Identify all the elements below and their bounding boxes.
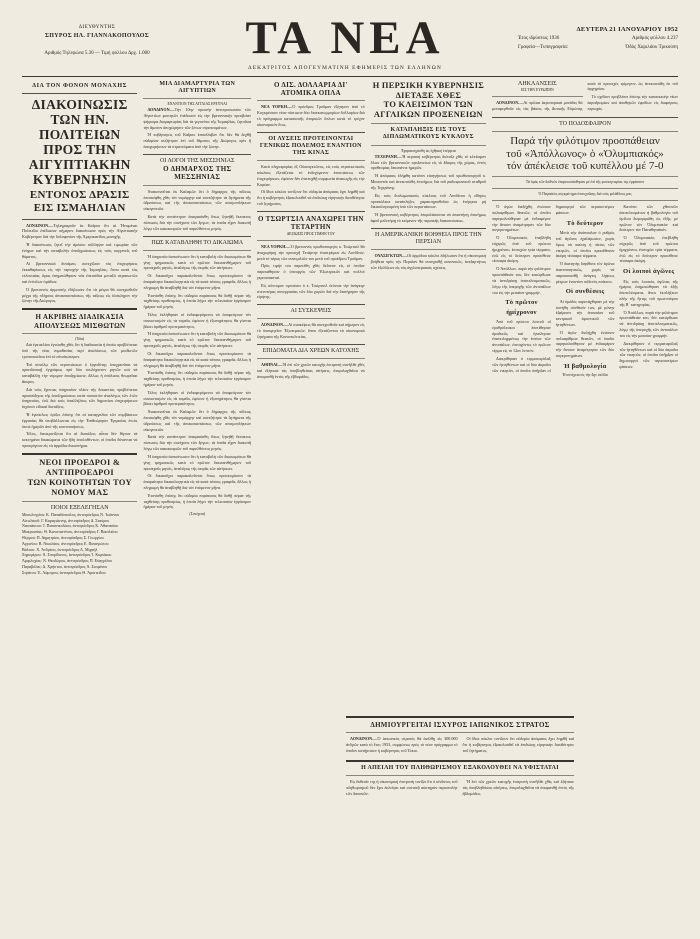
headline-inflation: Η ΑΠΕΙΛΗ ΤΟΥ ΠΛΗΘΩΡΙΣΜΟΥ ΕΞΑΚΟΛΟΥΘΕΙ ΝΑ ΥΦΙΣΤΑΤΑΙ [361,764,559,771]
subhead-evropi: ΕΙΣ ΤΗΝ ΕΥΡΩΠΗΝ [520,87,554,92]
divider [346,732,574,733]
headline-epidomata: ΕΠΙΔΟΜΑΤΑ ΔΙΑ ΧΡΕΩΝ ΚΑΤΟΧΗΣ [262,347,360,354]
paragraph: Εἰς τοὺς λοιποὺς ἀγῶνας τῆς ἡμέρας ἐσημειώθησαν τὰ ἑξῆς ἀποτελέσματα, ἄνευ ἐκπλήξεων πλὴν τῆς ἥττης τοῦ πρωτοπόρου τῆς Β΄ κατηγορίας. [619,278,678,307]
paragraph: Τὸ σχέδιον προβλέπει ἐπίσης τὴν κατασκευὴν νέων ἀεροδρομίων καὶ ἀποθηκῶν ἐφοδίων εἰς διαφόρους περιοχάς. [587,94,678,111]
article-body-8 [257,244,365,300]
headline-persia-2: ΤΟ ΚΛΕΙΣΙΜΟΝ ΤΩΝ ΑΓΓΛΙΚΩΝ ΠΡΟΞΕΝΕΙΩΝ [373,100,483,120]
headline-dimarchos: Ο ΔΗΜΑΡΧΟΣ ΤΗΣ ΜΕΣΣΗΝΙΑΣ [163,165,232,182]
paragraph: Ἡ ὑπηρεσία ἀνεκοίνωσεν ὅτι ἡ καταβολὴ τῶν δικαιωμάτων θὰ γίνῃ τμηματικῶς κατὰ τὸ πρῶτον δεκαπενθήμερον τοῦ προσεχοῦς μηνός, ἀναλόγως τῆς σειρᾶς τῶν αἰτήσεων. [143,453,252,471]
paragraph: Τὴν 10ην πρωινὴν ἀντιπροσωπεία τῶν Αἰγυπτίων φοιτητῶν ἐπέδωσεν εἰς τὴν βρεταννικὴν πρεσβείαν ψήφισμα διαμαρτυρίας διὰ τὰ γεγονότα τῆς Ἰσμαηλίας, ζητοῦσα τὴν ἄμεσον ἀποχώρησιν τῶν ξένων στρατευμάτων. [143,107,252,130]
headline-dollaria: Ο ΔΙΣ. ΔΟΛΛΑΡΙΑ ΔΙ' ΑΤΟΜΙΚΑ ΟΠΛΑ [274,80,348,98]
japan-army-block [346,712,574,798]
headline-proedroi-2: ΤΩΝ ΚΟΙΝΟΤΗΤΩΝ ΤΟΥ ΝΟΜΟΥ ΜΑΣ [27,477,132,497]
subhead-dikaioma: ΠΩΣ ΚΑΤΑΒΛΗΘΗ ΤΟ ΔΙΚΑΙΩΜΑ [151,239,244,246]
divider [257,160,365,161]
section-label-football: ΤΟ ΠΟΔΟΣΦΑΙΡΟΝ [559,120,611,127]
dateline: ΝΕΑ ΥΟΡΚΗ.— [261,243,291,249]
paragraph: Ἀνακοινοῦται ἐκ Καλαμῶν ὅτι ὁ δήμαρχος τῆς πόλεως ἐπεσκέφθη χθὲς τὸν νομάρχην καὶ συνεζήτησε τὰ ζητήματα τῆς ὑδρεύσεως καὶ τῆς ἀποκαταστάσεως τῶν σεισμοπλήκτων οἰκογενειῶν. [143,409,252,432]
director-label: ΔΙΕΥΘΥΝΤΗΣ [78,24,116,30]
paragraph: Αἱ βρεταννικαὶ δυνάμεις συνεχίζουν τὰς ἐπιχειρήσεις ἐκκαθαρίσεως εἰς τὴν περιοχὴν τῆς Ἰσμαηλίας, ὅπου κατὰ τὰς τελευταίας ὥρας ἐσημειώθησαν νέα ἐπεισόδια μεταξὺ στρατιωτῶν καὶ ἐνόπλων ὁμάδων. [22,261,138,284]
masthead [22,12,678,71]
masthead-office [518,44,678,53]
football-subsection-head: Ἡ βαθμολογία [563,362,607,370]
article-body-6 [257,104,365,127]
issue-date: ΔΕΥΤΕΡΑ 21 ΙΑΝΟΥΑΡΙΟΥ 1952 [576,26,678,33]
headline-proedroi-1: ΝΕΟΙ ΠΡΟΕΔΡΟΙ & ΑΝΤΙΠΡΟΕΔΡΟΙ [39,457,121,477]
sheet-number: Αριθμός φύλλου 4.237 [632,36,678,42]
article-body-12 [371,253,486,270]
kicker-diamartyria: ΜΙΑ ΔΙΑΜΑΡΤΥΡΙΑ ΤΩΝ ΑΙΓΥΠΤΙΩΝ [159,80,236,94]
football-headline-3: τόν ἀπέκλεισε τοῦ κυπέλλου μέ 7-0 [506,160,664,173]
headline-japan-1: ΔΗΜΙΟΥΡΓΕΙΤΑΙ ΙΣΧΥΡΟΣ ΙΑΠΩΝΙΚΟΣ ΣΤΡΑΤΟΣ [370,721,550,729]
paragraph: Ἡ ἐπὶ τῶν χρεῶν κατοχῆς ἐπιτροπὴ συνῆλθε χθὲς καὶ ἐξήτασε τὰς ὑποβληθείσας αἰτήσεις, ἐπιφυλαχθεῖσα νὰ ἀποφανθῇ ἐντὸς τῆς ἑβδομάδος. [462,779,574,796]
list-item: Ἀμφιλοχίας: Ν. Θεοδώρου, ἀντιπρόεδρος Π. Εὐαγγέλου [22,558,113,564]
paragraph: Ἡ διακοίνωσις ζητεῖ τὴν ἀμέσου σύλληψιν καὶ τιμωρίαν τῶν ἐνόχων καὶ τὴν καταβολὴν ἀποζημιώσεως εἰς τοὺς συγγενεῖς τοῦ θύματος. [22,242,138,259]
paragraph: Ὁ Ὀλυμπιακὸς ἐπεβλήθη εὐχερῶς ἀπὸ τοῦ πρώτου ἡμιχρόνου, ἐπιτυχὼν τρία τέρματα, ἐνῶ εἰς τὸ δεύτερον προσέθεσε τέσσαρα ἀκόμη. [492,235,551,264]
paragraph: Ἡ ἐγκύκλιος ὁρίζει ἐπίσης ὅτι αἱ καταγγελίαι τῶν συμβάσεων ἐργασίας θὰ ὑποβάλλωνται εἰς τὴν Ἐπιθεώρησιν Ἐργασίας ἐντὸς ὀκτὼ ἡμερῶν ἀπὸ τῆς κοινοποιήσεως. [22,412,138,429]
paragraph: Ἡ κυβέρνησις τοῦ Καΐρου ἐπανέλαβεν ὅτι δὲν θὰ δεχθῇ οὐδεμίαν συζήτησιν ἐπὶ τοῦ θέματος τῆς Διώρυγος πρὶν ἢ ἀποχωρήσουν τὰ στρατεύματα ἀπὸ τὴν ζώνην. [143,132,252,150]
divider [22,501,137,502]
continuation-note: (Συνέχεια) [189,512,206,517]
byline-idia: (Ἰδία) [75,336,85,341]
list-item: Μεσολογγίου: Κ. Παπαδόπουλος, ἀντιπρόεδρος Ν. Ἰωάννου [22,511,120,517]
price-label: Τιμή φύλλου Δρχ. 1.000 [101,50,150,56]
headline-main-2: ΠΡΟΣ ΤΗΝ ΑΙΓΥΠΤΙΑΚΗΝ ΚΥΒΕΡΝΗΣΙΝ [28,141,131,188]
paragraph: Ἐτονίσθη ἐπίσης ὅτι οὐδεμία παράτασις θὰ δοθῇ πέραν τῆς ταχθείσης προθεσμίας, ἡ ὁποία λήγει τὴν τελευταίαν ἐργάσιμον ἡμέραν τοῦ μηνός. [143,492,252,510]
football-headline-group [492,135,678,173]
paragraph: Διεκρίθησαν ὁ τερματοφύλαξ τῶν ἡττηθέντων καὶ οἱ δύο ἀκραῖοι τῶν νικητῶν, οἱ ὁποῖοι ὑπῆρξαν οἱ δημιουργοὶ τῶν περισσοτέρων φάσεων. [492,204,615,373]
article-body-7 [257,164,365,207]
paragraph: Ὁ ἀγὼν διεξήχθη ἐνώπιον πολυαρίθμων θεατῶν, οἱ ὁποῖοι παρηκολούθησαν μὲ ἐνδιαφέρον τὴν ἄνισον ἀναμέτρησιν τῶν δύο συγκροτημάτων. [555,329,615,359]
list-item: Ἀγρινίου: Β. Νικολάου, ἀντιπρόεδρος Ε. Παναγιώτου [22,540,109,546]
paragraph: Ὁ διαιτητὴς διηύθυνε τὸν ἀγῶνα ἱκανοποιητικῶς, χωρὶς νὰ παρουσιασθῇ ἀνάγκη λήψεως μέτρων ἐναντίον οὐδενὸς παίκτου. [555,261,615,284]
list-item: Αἰτωλικοῦ: Γ. Καραγιάννης, ἀντιπρόεδρος Δ. Σταύρου [22,517,110,523]
paragraph: Τέλος, διευκρινίζεται ὅτι αἱ διατάξεις αὗται δὲν θίγουν τὰ κεκτημένα δικαιώματα τῶν ἤδη ἀπολυθέντων, οἱ ὁποῖοι δύνανται νὰ προσφύγουν εἰς τὰ ἁρμόδια δικαστήρια. [22,431,138,449]
paragraph: Διὰ τοὺς ἔχοντας ὑπηρεσίαν πλέον τῆς δεκαετίας προβλέπεται προσαύξησις τῆς ἀποζημιώσεως κατὰ ποσοστὸν ἀναλόγως τῶν ἐτῶν ὑπηρεσίας, ἐνῶ διὰ τοὺς ὑπαλλήλους τῶν δημοσίων ἐπιχειρήσεων ἰσχύουν εἰδικαὶ διατάξεις. [22,386,138,410]
divider [371,228,486,229]
issue-label: Αριθμός [44,50,62,56]
divider [492,188,678,189]
paragraph: Ὁ βρεταννὸς πρωθυπουργὸς κ. Τσώρτσιλ θὰ ἀναχωρήσῃ τὴν προσεχῆ Τετάρτην ἐπιστρέφων εἰς Λονδῖνον, μετὰ τὸ πέρας τῶν συνομιλιῶν του μετὰ τοῦ προέδρου Τροῦμαν. [257,243,365,261]
football-article-body [492,204,678,373]
divider [492,200,678,201]
article-body-japan [346,736,574,755]
list-item: Ξηρομέρου: Ἀ. Σπυρίδωνος, ἀντιπρόεδρος Ἰ. Κυριάκου [22,552,112,558]
paragraph: Ὁ Ἀπόλλων, παρὰ τὴν φιλότιμον προσπάθειάν του, δὲν κατώρθωσε νὰ ἀντιδράσῃ ἀποτελεσματικῶς, λόγῳ τῆς ὑπεροχῆς τῶν ἀντιπάλων του εἰς τὴν μεσαίαν γραμμήν. [619,309,678,338]
headline-main-1: ΔΙΑΚΟΙΝΩΣΙΣ ΤΩΝ ΗΝ. ΠΟΛΙΤΕΙΩΝ [31,96,128,142]
football-lead: Ὁ Πειραϊκὸς συγκρότημα ἐπιτυχοῦσης διὰ τοὺς φιλάθλους μας [538,191,632,196]
divider [143,154,251,155]
list-item: Μακρυνείας: Θ. Κωνσταντίνου, ἀντιπρόεδρος Γ. Βασιλείου [22,529,118,535]
dateline: ΤΕΧΕΡΑΝΗ.— [374,153,402,159]
subhead-exelegisan: ΠΟΙΟΙ ΕΞΕΛΕΓΗΣΑΝ [50,504,109,511]
article-body-inflation [346,779,574,798]
paragraph: Διὰ ἐγκυκλίου ἐγνώσθη χθὲς ὅτι ἡ διαδικασία ἡ ὁποία προβλέπεται ὑπὸ τῆς νέας νομοθεσίας περὶ ἀπολύσεως τῶν μισθωτῶν τροποποιεῖται ἐπὶ τὸ εὐνοϊκώτερον. [22,342,138,359]
paragraph: Ἐπὶ συνόλῳ τῶν περιπτώσεων ὁ ἐργοδότης ὑποχρεοῦται νὰ προειδοποιῇ ἐγγράφως πρὸ δύο τουλάχιστον μηνῶν καὶ νὰ καταβάλλῃ τὴν νόμιμον ἀποζημίωσιν, ἄλλως ἡ ἀπόλυσις θεωρεῖται ἄκυρος. [22,361,138,384]
dateline: ΛΟΝΔΙΝΟΝ.— [26,222,54,228]
column-5 [492,81,678,576]
divider [371,249,486,250]
list-item: Στράτου: Ἐ. Λάμπρου, ἀντιπρόεδρος Θ. Ἀριστείδου [22,569,106,575]
office-value: Ὁδὸς Χαριλάου Τρικούπη [625,44,678,50]
founded-label: Έτος ιδρύσεως 1936 [518,36,560,42]
column-3 [257,81,365,576]
headline-syskepseis: ΑΙ ΣΥΣΚΕΨΕΙΣ [290,308,332,315]
newspaper-subtitle: ΔΕΚΑΤΡΙΤΟΣ ΑΠΟΓΕΥΜΑΤΙΝΗ ΕΦΗΜΕΡΙΣ ΤΩΝ ΕΛΛΗΝΩΝ [248,64,442,71]
divider [22,308,137,310]
article-body-2 [22,342,137,449]
divider [257,240,365,241]
divider [346,775,574,776]
football-continuation-note: Ἡ συνέχεια εἰς τὴν 4ην σελίδα [562,373,608,378]
list-item: Ναυπάκτου: Ἰ. Παπανικολάου, ἀντιπρόεδρος Κ. Ἀθανασίου [22,523,119,529]
divider [257,100,365,101]
divider [346,716,574,718]
column-4 [371,81,486,576]
paragraph: Εἰς τοὺς διπλωματικοὺς κύκλους τοῦ Λονδίνου ἡ εἴδησις προεκάλεσε κατάπληξιν, χαρακτηρισθεῖσα ὡς ἐνέργεια μὴ δικαιολογουμένη ὑπὸ τῶν περιστάσεων. [370,192,487,210]
article-body-11 [371,154,486,224]
office-label: Γραφεία—Τυπογραφεία: [518,44,569,50]
paragraph: Ὁ Ἀπόλλων, παρὰ τὴν φιλότιμον προσπάθειάν του, δὲν κατώρθωσε νὰ ἀντιδράσῃ ἀποτελεσματικῶς, λόγῳ τῆς ὑπεροχῆς τῶν ἀντιπάλων του εἰς τὴν μεσαίαν γραμμήν. [492,266,551,295]
headline-tsortsil: Ο ΤΣΩΡΤΣΙΛ ΑΝΑΧΩΡΕΙ ΤΗΝ ΤΕΤΑΡΤΗΝ [257,214,364,232]
divider [257,132,365,133]
paragraph: Ἡ ὑπηρεσία ἀνεκοίνωσεν ὅτι ἡ καταβολὴ τῶν δικαιωμάτων θὰ γίνῃ τμηματικῶς κατὰ τὸ πρῶτον δεκαπενθήμερον τοῦ προσεχοῦς μηνός, ἀναλόγως τῆς σειρᾶς τῶν αἰτήσεων. [143,331,252,349]
paragraph: Πρὸς τιμήν του παρετέθη χθὲς δεῖπνον εἰς τὸ ὁποῖον παρεκάθησαν ὁ ὑπουργὸς τῶν Ἐξωτερικῶν καὶ πολλοὶ γερουσιασταί. [257,263,365,280]
divider [143,236,251,237]
paragraph: Εἰς σύντομον προπόσιν ὁ κ. Τσώρτσιλ ἐτόνισε τὴν ἀνάγκην στενοτέρας συνεργασίας τῶν δύο χωρῶν διὰ τὴν διατήρησιν τῆς εἰρήνης. [257,282,365,300]
paragraph: Κατόπιν τῶν χθεσινῶν ἀποτελεσμάτων ἡ βαθμολογία τοῦ ὁμίλου διεμορφώθη ὡς ἑξῆς, μὲ πρῶτον τὸν Ὀλυμπιακὸν καὶ δεύτερον τὸν Παναθηναϊκόν. [619,204,678,233]
paragraph: Ἡ ἀπόφασις ἐλήφθη κατόπιν εἰσηγήσεως τοῦ πρωθυπουργοῦ κ. Μοσαντὲκ καὶ ἀνεκοινώθη ἐπισήμως διὰ τοῦ ραδιοφωνικοῦ σταθμοῦ τῆς Τεχεράνης. [370,173,487,190]
paragraph: Αἱ ὁμάδες παρετάχθησαν μὲ τὴν συνήθη σύνθεσίν των, μὲ μόνην ἐξαίρεσιν τὴν ἀπουσίαν τοῦ κεντρικοῦ ἀμυντικοῦ τῶν ἡττηθέντων. [555,298,615,328]
paragraph: Οἱ ἴδιοι κύκλοι τονίζουν ὅτι οὐδεμία ἀπόφασις ἔχει ληφθῆ καὶ ὅτι ἡ κυβέρνησις ἐξακολουθεῖ νὰ ἐπιδιώκῃ εἰρηνικὴν διευθέτησιν τοῦ ζητήματος. [257,189,365,207]
paragraph: Ἡ ἐπὶ τῶν χρεῶν κατοχῆς ἐπιτροπὴ συνῆλθε χθὲς καὶ ἐξήτασε τὰς ὑποβληθείσας αἰτήσεις, ἐπιφυλαχθεῖσα νὰ ἀποφανθῇ ἐντὸς τῆς ἑβδομάδος. [257,362,365,379]
football-headline-1: Παρά τήν φιλότιμον προσπάθειαν [510,134,660,147]
paragraph: Διεκρίθησαν ὁ τερματοφύλαξ τῶν ἡττηθέντων καὶ οἱ δύο ἀκραῖοι τῶν νικητῶν, οἱ ὁποῖοι ὑπῆρξαν οἱ δημιουργοὶ τῶν περισσοτέρων φάσεων. [619,340,678,369]
right-top-block [492,81,678,113]
paragraph: Ἀνακοινοῦται ἐκ Καλαμῶν ὅτι ὁ δήμαρχος τῆς πόλεως ἐπεσκέφθη χθὲς τὸν νομάρχην καὶ συνεζήτησε τὰ ζητήματα τῆς ὑδρεύσεως καὶ τῆς ἀποκαταστάσεως τῶν σεισμοπλήκτων οἰκογενειῶν. [143,188,252,212]
kicker-monachi: ΔΙΑ ΤΟΝ ΦΟΝΟΝ ΜΟΝΑΧΗΣ [32,82,128,89]
article-body-3 [143,107,251,150]
paragraph: Οἱ ἴδιοι κύκλοι τονίζουν ὅτι οὐδεμία ἀπόφασις ἔχει ληφθῆ καὶ ὅτι ἡ κυβέρνησις ἐξακολουθεῖ νὰ ἐπιδιώκῃ εἰρηνικὴν διευθέτησιν τοῦ ζητήματος. [462,736,574,754]
paragraph: Αἱ πρῶται ἀεροπορικαὶ μονάδες θὰ μεταφερθοῦν εἰς τὰς βάσεις τῆς Δυτικῆς Εὐρώπης κατὰ τὸ προσεχὲς τρίμηνον, ὡς ἀνεκοινώθη ἐκ τοῦ ἀρχηγείου. [492,80,678,111]
divider [257,304,365,305]
article-body-1 [22,223,137,305]
paragraph: Ὁ βρεταννὸς ἁρμοστὴς ἐδήλωσεν ὅτι τὰ μέτρα θὰ συνεχισθοῦν μέχρι τῆς πλήρους ἀποκαταστάσεως τῆς τάξεως εἰς ὁλόκληρον τὴν ζώνην τῆς Διώρυγος. [22,286,138,304]
list-item: Θέρμου: Π. Δημητρίου, ἀντιπρόεδρος Σ. Γεωργίου [22,534,104,540]
divider [22,219,137,220]
paragraph: Οἱ δικαιοῦχοι παρακαλοῦνται ὅπως προσκομίσουν τὰ ἀπαραίτητα δικαιολογητικὰ εἰς τὰ κατὰ τόπους γραφεῖα, ἄλλως ἡ πληρωμὴ θὰ ἀναβληθῇ διὰ τὸν ἑπόμενον μῆνα. [143,350,252,368]
paragraph: Μετὰ τὴν ἀνάπαυλαν ὁ ρυθμὸς τοῦ ἀγῶνος ἐχαλάρωσεν, χωρὶς ὅμως νὰ παύσῃ ἡ πίεσις τῶν νικητῶν, οἱ ὁποῖοι προσέθεσαν ἀκόμη τέσσαρα τέρματα. [555,230,615,259]
dateline: ΛΟΝΔΙΝΟΝ.— [350,736,378,742]
paragraph: Οἱ δικαιοῦχοι παρακαλοῦνται ὅπως προσκομίσουν τὰ ἀπαραίτητα δικαιολογητικὰ εἰς τὰ κατὰ τόπους γραφεῖα, ἄλλως ἡ πληρωμὴ θὰ ἀναβληθῇ διὰ τὸν ἑπόμενον μῆνα. [143,273,252,290]
headline-kina: ΟΙ ΛΥΣΕΙΣ ΠΡΟΤΕΙΝΟΝΤΑΙ ΓΕΝΙΚΩΣ ΠΟΛΕΜΟΣ ΕΝΑΝΤΙΟΝ ΤΗΣ ΚΙΝΑΣ [259,135,362,157]
paragraph: Αἱ συσκέψεις θὰ συνεχισθοῦν καὶ σήμερον εἰς τὸ ὑπουργεῖον Ἐξωτερικῶν, ὅπου ἐξετάζονται τὰ οἰκονομικὰ ζητήματα τῆς Κοινοπολιτείας. [257,322,365,339]
paragraph: Ὁ ἰαπωνικὸς στρατὸς θὰ ἀνέλθῃ εἰς 300.000 ἀνδρῶν κατὰ τὸ ἔτος 1953, συμφώνως πρὸς τὸ νέον πρόγραμμα τὸ ὁποῖον κατήρτισεν ἡ κυβέρνησις τοῦ Τόκιο. [346,736,458,754]
paragraph: Οἱ δικαιοῦχοι παρακαλοῦνται ὅπως προσκομίσουν τὰ ἀπαραίτητα δικαιολογητικὰ εἰς τὰ κατὰ τόπους γραφεῖα, ἄλλως ἡ πληρωμὴ θὰ ἀναβληθῇ διὰ τὸν ἑπόμενον μῆνα. [143,473,252,490]
article-body-5 [143,254,251,511]
note-echthriki: Ἐχαρακτηρίσθη ὡς ἐχθρικὴ ἐνέργεια [401,148,456,153]
paragraph: Κατὰ πληροφορίας ἐξ Οὐασιγκτῶνος, εἰς τοὺς στρατιωτικοὺς κύκλους ἐξετάζεται τὸ ἐνδεχόμενον ἐπεκτάσεως τῶν ἐπιχειρήσεων, ἐφόσον δὲν ἐπιτευχθῇ συμφωνία ἀνακωχῆς εἰς τὴν Κορέαν. [257,164,365,187]
divider [492,176,678,177]
subhead-logoi: ΟΙ ΛΟΓΟΙ ΤΗΣ ΜΕΣΣΗΝΙΑΣ [159,157,235,164]
paragraph: Ἡ περσικὴ κυβέρνησις διέταξε χθὲς τὸ κλείσιμον ὅλων τῶν βρεταννικῶν προξενείων εἰς τὸ ἔδαφος τῆς χώρας, ἐντὸς προθεσμίας δεκαπέντε ἡμερῶν. [370,153,487,171]
subhead-erevnai: ΕΝΑΝΤΙΟΝ ΤΗΣ ΑΓΓΛΙΑΣ ΕΡΕΥΝΑΙ [167,102,227,107]
newspaper-title: ΤΑ ΝΕΑ [245,12,445,64]
column-2 [143,81,251,576]
football-subhead: Τά ὁμάς τῶν διεθνῶν ἐπαρουσιάσθησαν μέ ἐπὶ τῆς φυσιογνωμίας της ἐμφάνισιν [525,179,645,184]
paragraph: Εἰς ἔκθεσίν της ἡ οἰκονομικὴ ἐπιτροπὴ τονίζει ὅτι ὁ κίνδυνος τοῦ πληθωρισμοῦ δὲν ἔχει ἐκλείψει καὶ συνιστᾷ αὐστηρὰν περιστολὴν τῶν δαπανῶν. [346,779,458,796]
headline-main-3: ΕΝΤΟΝΟΣ ΔΡΑΣΙΣ ΕΙΣ ΙΣΜΑΗΛΙΑΝ [29,189,130,214]
masthead-meta [518,35,678,44]
paragraph: Ὁ Ὀλυμπιακὸς ἐπεβλήθη εὐχερῶς ἀπὸ τοῦ πρώτου ἡμιχρόνου, ἐπιτυχὼν τρία τέρματα, ἐνῶ εἰς τὸ δεύτερον προσέθεσε τέσσαρα ἀκόμη. [619,235,678,264]
community-names-list [22,512,137,576]
divider [257,318,365,319]
director-name: ΣΠΥΡΟΣ ΗΛ. ΓΙΑΝΝΑΚΟΠΟΥΛΟΣ [45,32,149,39]
masthead-right [518,18,678,52]
football-subsection-head: Οἱ λοιποὶ ἀγῶνες [622,268,675,276]
dateline: ΟΥΑΣΙΓΚΤΩΝ.— [374,253,408,259]
list-item: Βάλτου: Χ. Ἀνδρέου, ἀντιπρόεδρος Λ. Μιχαήλ [22,546,98,552]
masthead-left [22,18,172,57]
paragraph: Ὁ πρόεδρος Τροῦμαν ἐζήτησεν ἀπὸ τὸ Κογκρέσσον νέαν πίστωσιν δύο δισεκατομμυρίων δολλαρίων διὰ τὸ πρόγραμμα κατασκευῆς ἀτομικῶν ὅπλων κατὰ τὸ τρέχον οἰκονομικὸν ἔτος. [257,104,365,127]
dateline: ΝΕΑ ΥΟΡΚΗ.— [261,104,293,110]
divider [492,131,678,132]
divider [22,453,137,455]
divider [257,344,365,345]
divider [492,96,582,97]
divider [257,211,365,212]
paragraph: Ὁ ἀγὼν διεξήχθη ἐνώπιον πολυαρίθμων θεατῶν, οἱ ὁποῖοι παρηκολούθησαν μὲ ἐνδιαφέρον τὴν ἄνισον ἀναμέτρησιν τῶν δύο συγκροτημάτων. [492,204,551,233]
divider [22,93,137,94]
issue-line [22,50,172,58]
paragraph: Τέλος ἐκλήθησαν οἱ ἐνδιαφερόμενοι νὰ ἀποφεύγουν τὸν συνωστισμὸν εἰς τὰ ταμεῖα, ἐφόσον ἡ ἐξυπηρέτησις θὰ γίνεται βάσει ἀριθμοῦ προτεραιότητος. [143,389,252,407]
paragraph: Ἡ βρεταννικὴ κυβέρνησις ἐπιφυλάσσεται νὰ ἀπαντήσῃ ἐπισήμως ἀφοῦ μελετήσῃ τὸ κείμενον τῆς περσικῆς διακοινώσεως. [370,212,487,223]
subhead-dexiosis: ΔΕΞΙΩΣΙΣ ΠΡΟΣ ΤΙΜΗΝ ΤΟΥ [286,231,335,236]
dateline: ΛΟΝΔΙΝΟΝ.— [147,107,175,113]
column-1 [22,81,137,576]
football-headline-2: τοῦ «Ἀπόλλωνος» ὁ «Ὀλυμπιακός» [506,147,664,160]
divider [143,98,251,99]
paragraph: Ἐτονίσθη ἐπίσης ὅτι οὐδεμία παράτασις θὰ δοθῇ πέραν τῆς ταχθείσης προθεσμίας, ἡ ὁποία λήγει τὴν τελευταίαν ἐργάσιμον ἡμέραν τοῦ μηνός. [143,370,252,387]
divider [371,145,486,146]
masthead-center [172,12,518,71]
article-body-9 [257,322,365,339]
headline-liklanseis: ΛΗΚΛΑΝΣΕΙΣ [517,80,557,87]
article-body-4 [143,189,251,232]
paragraph: Ἡ ὑπηρεσία ἀνεκοίνωσεν ὅτι ἡ καταβολὴ τῶν δικαιωμάτων θὰ γίνῃ τμηματικῶς κατὰ τὸ πρῶτον δεκαπενθήμερον τοῦ προσεχοῦς μηνός, ἀναλόγως τῆς σειρᾶς τῶν αἰτήσεων. [143,253,252,271]
paragraph: Κατὰ τὴν συνάντησιν ἀπεφασίσθη ὅπως ζητηθῇ ἔκτακτος πίστωσις διὰ τὴν συνέχισιν τῶν ἔργων, τὰ ὁποῖα εἶχον διακοπῆ λόγῳ τῶν κακοκαιριῶν τοῦ παρελθόντος μηνός. [143,434,252,452]
paragraph: Τηλεγραφοῦν ἐκ Καΐρου ὅτι αἱ Ἡνωμέναι Πολιτεῖαι ἐπέδωσαν σήμερον διακοίνωσιν πρὸς τὴν Αἰγυπτιακὴν Κυβέρνησιν διὰ τὴν δολοφονίαν τῆς Ἀμερικανίδος μοναχῆς. [22,222,138,240]
headline-persia-3: ΚΑΤΑΠΛΗΞΙΣ ΕΙΣ ΤΟΥΣ ΔΙΠΛΩΜΑΤΙΚΟΥΣ ΚΥΚΛΟΥΣ [382,127,474,141]
paragraph: Ἐτονίσθη ἐπίσης ὅτι οὐδεμία παράτασις θὰ δοθῇ πέραν τῆς ταχθείσης προθεσμίας, ἡ ὁποία λήγει τὴν τελευταίαν ἐργάσιμον ἡμέραν τοῦ μηνός. [143,292,252,310]
masthead-divider [22,76,678,77]
divider [346,760,574,762]
paragraph: Οἱ ἁρμόδιοι κύκλοι ἐδήλωσαν ὅτι ἡ οἰκονομικὴ βοήθεια πρὸς τὴν Περσίαν θὰ συνεχισθῇ κανονικῶς, ἀνεξαρτήτως τῶν ἐξελίξεων εἰς τὰς ἀγγλοπερσικὰς σχέσεις. [370,253,487,270]
football-subsection-head: Τὸ δεύτερον [566,219,604,227]
divider [143,185,251,186]
paragraph: Τέλος ἐκλήθησαν οἱ ἐνδιαφερόμενοι νὰ ἀποφεύγουν τὸν συνωστισμὸν εἰς τὰ ταμεῖα, ἐφόσον ἡ ἐξυπηρέτησις θὰ γίνεται βάσει ἀριθμοῦ προτεραιότητος. [143,312,252,329]
divider [143,250,251,251]
article-body-10 [257,362,365,379]
paragraph: Ἀπὸ τοῦ πρώτου λεπτοῦ οἱ ἐρυθρόλευκοι ἐπετέθησαν ὁμαδικῶς καὶ ἠπείλησαν ἐπανειλημμένως τὴν ἑστίαν τῶν ἀντιπάλων, ἐπιτυχόντες τὸ πρῶτον τέρμα εἰς τὸ 12ον λεπτόν. [492,319,551,354]
content-columns [22,81,678,576]
divider [371,123,486,124]
dateline: ΛΟΝΔΙΝΟΝ.— [496,100,524,105]
dateline: ΑΘΗΝΑΙ.— [261,362,283,367]
dateline: ΛΟΝΔΙΝΟΝ.— [261,322,289,328]
headline-ameriki-voitheia: Η ΑΜΕΡΙΚΑΝΙΚΗ ΒΟΗΘΕΙΑ ΠΡΟΣ ΤΗΝ ΠΕΡΣΙΑΝ [375,231,482,245]
football-subsection-head: Οἱ συνθέσεις [565,288,605,296]
paragraph: Κατὰ τὴν συνάντησιν ἀπεφασίσθη ὅπως ζητηθῇ ἔκτακτος πίστωσις διὰ τὴν συνέχισιν τῶν ἔργων, τὰ ὁποῖα εἶχον διακοπῆ λόγῳ τῶν κακοκαιριῶν τοῦ παρελθόντος μηνός. [143,214,252,231]
phone-label: Τηλεφώνα 5.30 — [62,50,100,56]
divider [492,117,678,118]
divider [257,358,365,359]
list-item: Παραβόλας: Δ. Χρήστου, ἀντιπρόεδρος Ἀ. Στεφάνου [22,563,108,569]
football-subsection-head: Τὸ πρῶτον ἡμίχρονον [505,299,538,316]
divider [22,333,137,334]
headline-persia-1: Η ΠΕΡΣΙΚΗ ΚΥΒΕΡΝΗΣΙΣ ΔΙΕΤΑΞΕ ΧΘΕΣ [372,80,485,100]
headline-apolyseis: Η ΑΚΡΙΒΗΣ ΔΙΑΔΙΚΑΣΙΑ ΑΠΟΛΥΣΕΩΣ ΜΙΣΘΩΤΩΝ [34,313,126,330]
